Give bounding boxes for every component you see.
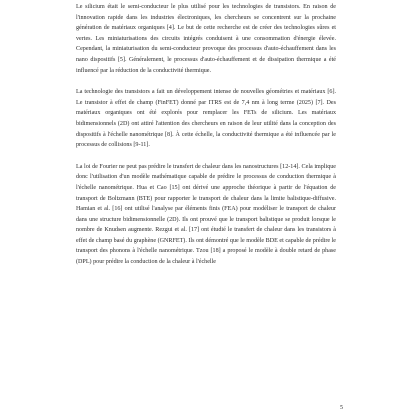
paragraph-transistor-technology: La technologie des transistors a fait un développement intense de nouvelles géométries et matériaux [6]. Le transistor à effet de champ (FinFET) donné par ITRS est de 7,4 nm à long terme (2025) [7]. Des matériaux organiques ont été explorés pour remplacer les FETs de silicium. Les matériaux bidimensionnels (2D) ont attiré l'attention des chercheurs en raison de leur utilité dans la conception des dispositifs à l'échelle nanométrique [8]. À cette échelle, la conductivité thermique a été influencée par le processus de collisions [9-11]. bbox=[76, 89, 336, 149]
page-number: 5 bbox=[340, 405, 343, 411]
paragraph-fourier-law: La loi de Fourier ne peut pas prédire le transfert de chaleur dans les nanostructures [12-14]. Cela implique donc l'utilisation d'un modèle mathématique capable de prédire le processus de conduction thermique à l'échelle nanométrique. Hua et Cao [15] ont dérivé une approche théorique à partir de l'équation de transport de Boltzmann (BTE) pour rapporter le transport de chaleur dans la limite balistique-diffusive. Hamian et al. [16] ont utilisé l'analyse par éléments finis (FEA) pour modéliser le transport de chaleur dans une structure bidimensionnelle (2D). Ils ont prouvé que le transport balistique se produit lorsque le nombre de Knudsen augmente. Rezgui et al. [17] ont étudié le transfert de chaleur dans les transistors à effet de champ basé du graphène (GNRFET). Ils ont démontré que le modèle BDE et capable de prédire le transport des phonons à l'échelle nanométrique. Tzou [18] a proposé le modèle à double retard de phase (DPL) pour prédire la conduction de la chaleur à l'échelle bbox=[76, 163, 336, 266]
paragraph-silicon: Le silicium était le semi-conducteur le plus utilisé pour les technologies de transistors. En raison de l'innovation rapide dans les industries électroniques, les chercheurs se concentrent sur la prochaine génération de matériaux organiques [4]. Le but de cette recherche est de créer des technologies sûres et vertes. Les miniaturisations des circuits intégrés conduisent à une consommation d'énergie élevée. Cependant, la miniaturisation du semi-conducteur provoque des processus d'auto-échauffement dans les nano dispositifs [5]. Généralement, le processus d'auto-échauffement et de dissipation thermique a été influencé par la réduction de la conductivité thermique. bbox=[76, 4, 336, 74]
